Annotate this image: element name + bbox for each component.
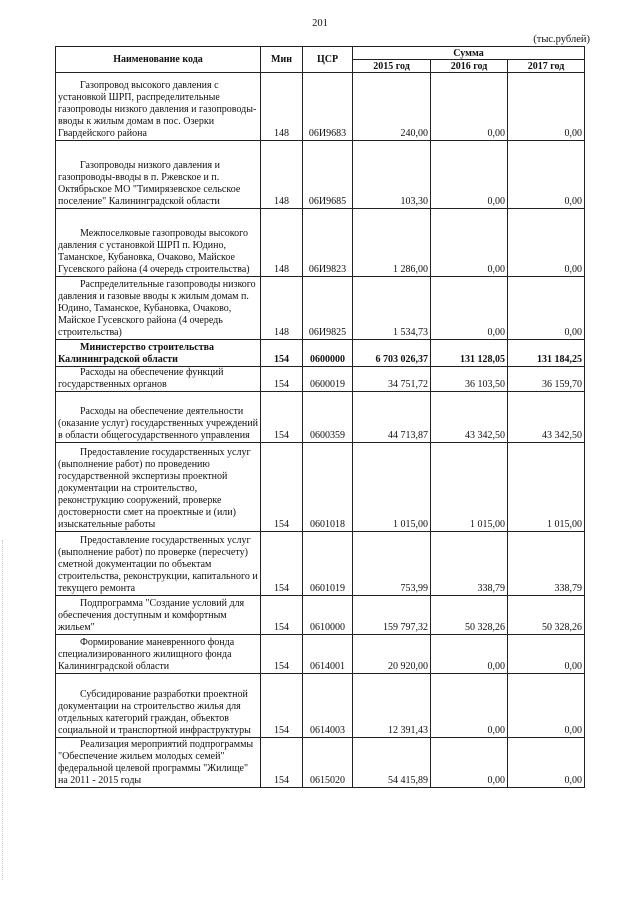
row-sum-2017: 0,00 [508, 674, 585, 738]
row-name: Реализация мероприятий подпрограммы "Обеспечение жильем молодых семей" федеральной целевой программы "Жилище" на 2011 - 2015 годы [56, 738, 261, 788]
row-min: 154 [261, 392, 303, 443]
header-year-2016: 2016 год [431, 60, 508, 73]
row-csr: 0615020 [303, 738, 353, 788]
row-name: Предоставление государственных услуг (выполнение работ) по проведению государственной экспертизы проектной документации на строительство, реконструкцию сооружений, проверке достоверности смет на проектные и (или) изыскательные работы [56, 443, 261, 532]
row-sum-2016: 338,79 [431, 532, 508, 596]
table-row [56, 443, 585, 532]
row-sum-2017: 0,00 [508, 209, 585, 277]
table-row [56, 277, 585, 340]
page-number: 201 [312, 18, 328, 29]
row-name: Расходы на обеспечение деятельности (оказание услуг) государственных учреждений в области общегосударственного управления [56, 392, 261, 443]
table-row [56, 367, 585, 392]
row-name: Предоставление государственных услуг (выполнение работ) по проверке (пересчету) сметной документации по объектам строительства, реконструкции, капитального и текущего ремонта [56, 532, 261, 596]
row-csr: 06И9683 [303, 73, 353, 141]
budget-table [55, 46, 585, 788]
header-year-2017: 2017 год [508, 60, 585, 73]
row-min: 154 [261, 367, 303, 392]
table-row [56, 674, 585, 738]
units-label: (тыс.рублей) [533, 34, 590, 45]
row-csr: 06И9825 [303, 277, 353, 340]
row-sum-2016: 0,00 [431, 674, 508, 738]
row-min: 148 [261, 277, 303, 340]
row-name: Подпрограмма "Создание условий для обеспечения доступным и комфортным жильем" [56, 596, 261, 635]
scan-edge [2, 540, 13, 880]
row-name: Межпоселковые газопроводы высокого давления с установкой ШРП п. Юдино, Таманское, Кубановка, Очаково, Майское Гусевского района (4 очередь строительства) [56, 209, 261, 277]
row-sum-2015: 34 751,72 [353, 367, 431, 392]
row-min: 148 [261, 209, 303, 277]
row-csr: 0601018 [303, 443, 353, 532]
row-name: Формирование маневренного фонда специализированного жилищного фонда Калининградской области [56, 635, 261, 674]
row-sum-2015: 6 703 026,37 [353, 340, 431, 367]
row-min: 154 [261, 635, 303, 674]
table-row [56, 738, 585, 788]
row-min: 154 [261, 596, 303, 635]
row-sum-2016: 36 103,50 [431, 367, 508, 392]
row-sum-2016: 0,00 [431, 141, 508, 209]
row-min: 154 [261, 532, 303, 596]
table-row [56, 209, 585, 277]
row-sum-2017: 1 015,00 [508, 443, 585, 532]
row-sum-2015: 12 391,43 [353, 674, 431, 738]
row-min: 148 [261, 141, 303, 209]
row-min: 154 [261, 340, 303, 367]
row-name: Министерство строительства Калининградской области [56, 340, 261, 367]
row-sum-2015: 1 015,00 [353, 443, 431, 532]
table-row [56, 141, 585, 209]
row-csr: 0600019 [303, 367, 353, 392]
row-sum-2016: 131 128,05 [431, 340, 508, 367]
header-row [56, 47, 585, 60]
table-row [56, 635, 585, 674]
header-year-2015: 2015 год [353, 60, 431, 73]
row-sum-2016: 0,00 [431, 277, 508, 340]
row-sum-2016: 0,00 [431, 738, 508, 788]
row-name: Газопровод высокого давления с установкой ШРП, распределительные газопроводы низкого давления и газопроводы-вводы к жилым домам в пос. Озерки Гвардейского района [56, 73, 261, 141]
row-csr: 0600000 [303, 340, 353, 367]
row-name: Распределительные газопроводы низкого давления и газовые вводы к жилым домам п. Юдино, Таманское, Кубановка, Очаково, Майское Гусевского района (4 очередь строительства) [56, 277, 261, 340]
header-sum: Сумма [353, 47, 585, 60]
row-min: 154 [261, 674, 303, 738]
row-sum-2015: 159 797,32 [353, 596, 431, 635]
table-row [56, 340, 585, 367]
row-min: 148 [261, 73, 303, 141]
row-sum-2016: 1 015,00 [431, 443, 508, 532]
row-sum-2017: 43 342,50 [508, 392, 585, 443]
row-sum-2016: 0,00 [431, 635, 508, 674]
table-row [56, 73, 585, 141]
row-name: Газопроводы низкого давления и газопроводы-вводы в п. Ржевское и п. Октябрьское МО "Тимирязевское сельское поселение" Калининградской области [56, 141, 261, 209]
row-csr: 0610000 [303, 596, 353, 635]
row-sum-2017: 0,00 [508, 738, 585, 788]
row-sum-2015: 20 920,00 [353, 635, 431, 674]
row-sum-2017: 50 328,26 [508, 596, 585, 635]
row-sum-2017: 0,00 [508, 73, 585, 141]
header-name: Наименование кода [56, 47, 261, 73]
header-csr: ЦСР [303, 47, 353, 73]
row-min: 154 [261, 738, 303, 788]
row-sum-2015: 753,99 [353, 532, 431, 596]
row-sum-2015: 44 713,87 [353, 392, 431, 443]
row-sum-2016: 50 328,26 [431, 596, 508, 635]
row-sum-2016: 0,00 [431, 73, 508, 141]
row-csr: 06И9685 [303, 141, 353, 209]
row-sum-2017: 338,79 [508, 532, 585, 596]
row-name: Субсидирование разработки проектной документации на строительство жилья для отдельных категорий граждан, объектов социальной и транспортной инфраструктуры [56, 674, 261, 738]
row-csr: 0614001 [303, 635, 353, 674]
row-csr: 06И9823 [303, 209, 353, 277]
table-row [56, 392, 585, 443]
row-sum-2016: 0,00 [431, 209, 508, 277]
row-sum-2015: 1 534,73 [353, 277, 431, 340]
row-sum-2015: 54 415,89 [353, 738, 431, 788]
row-sum-2017: 0,00 [508, 277, 585, 340]
table-row [56, 532, 585, 596]
header-min: Мин [261, 47, 303, 73]
table-row [56, 596, 585, 635]
row-sum-2017: 131 184,25 [508, 340, 585, 367]
row-min: 154 [261, 443, 303, 532]
row-sum-2015: 240,00 [353, 73, 431, 141]
row-sum-2017: 36 159,70 [508, 367, 585, 392]
row-sum-2015: 103,30 [353, 141, 431, 209]
row-csr: 0601019 [303, 532, 353, 596]
row-csr: 0614003 [303, 674, 353, 738]
row-name: Расходы на обеспечение функций государственных органов [56, 367, 261, 392]
row-csr: 0600359 [303, 392, 353, 443]
row-sum-2017: 0,00 [508, 635, 585, 674]
row-sum-2017: 0,00 [508, 141, 585, 209]
row-sum-2015: 1 286,00 [353, 209, 431, 277]
row-sum-2016: 43 342,50 [431, 392, 508, 443]
